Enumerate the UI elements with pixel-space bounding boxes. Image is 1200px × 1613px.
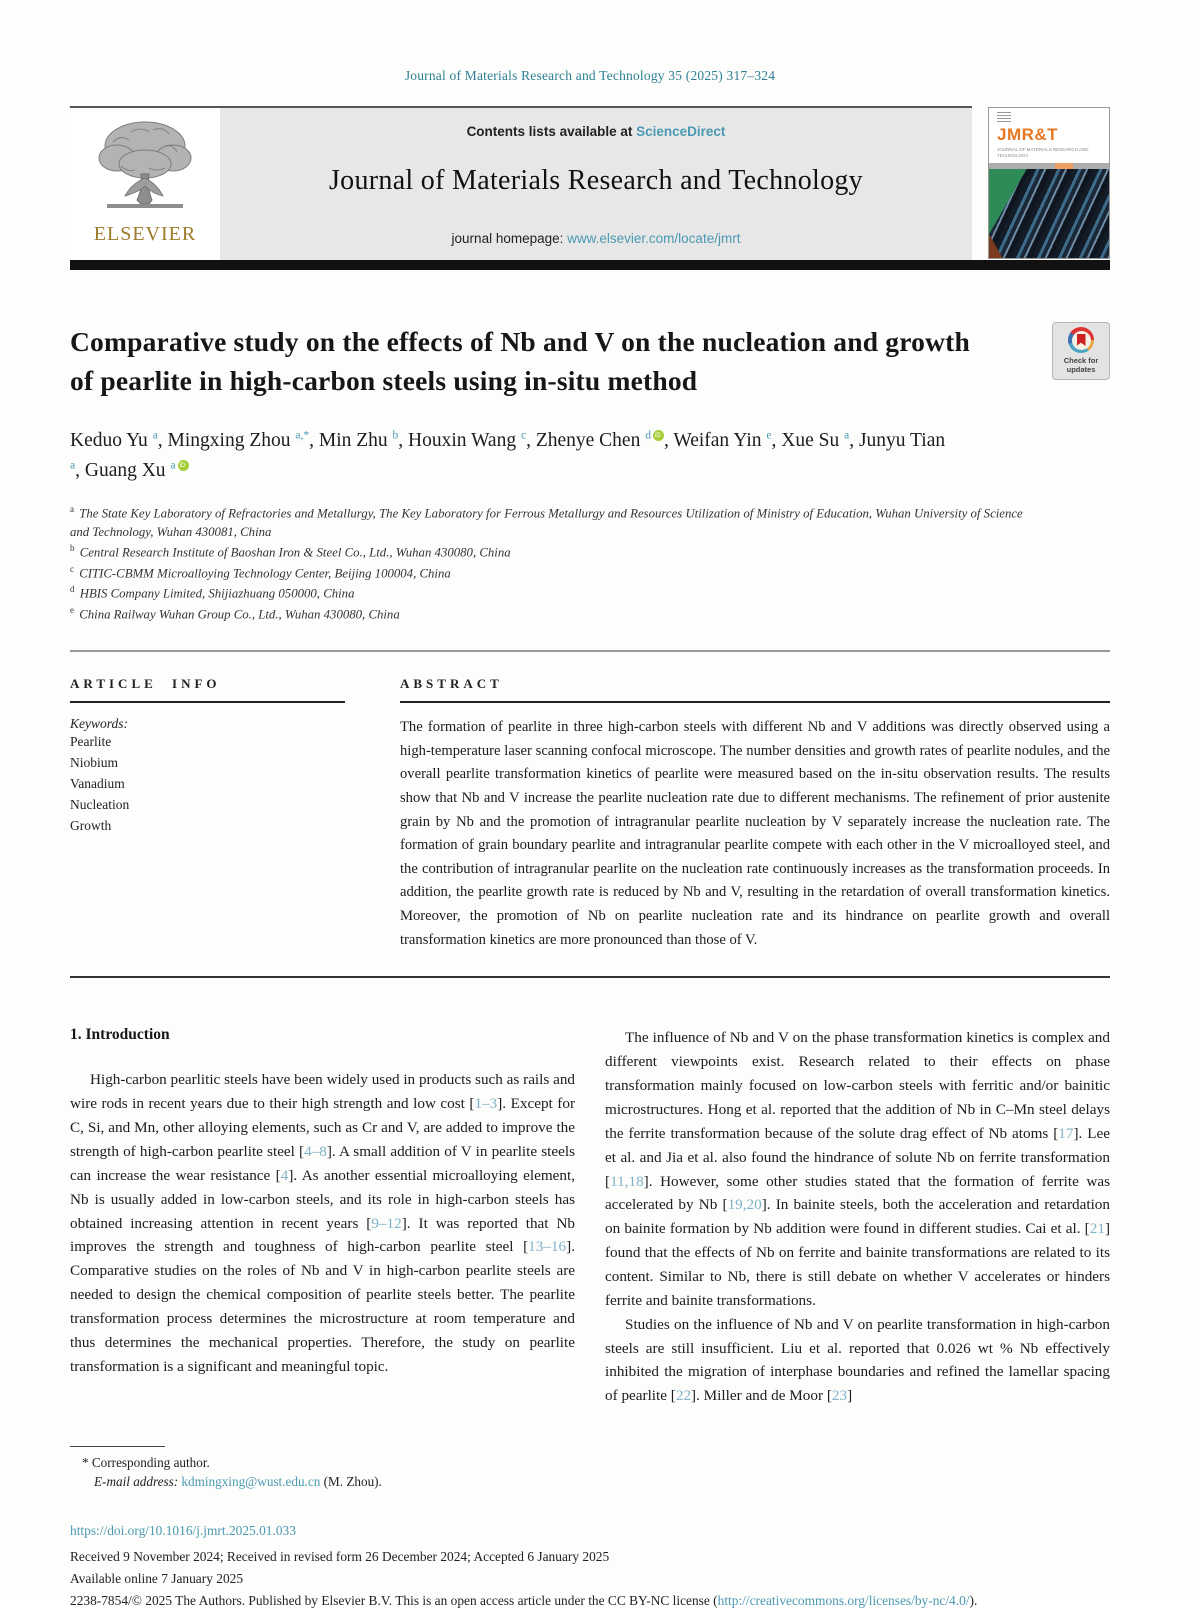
citation-link[interactable]: 1–3 bbox=[474, 1095, 498, 1113]
masthead-divider-bar bbox=[70, 260, 1110, 270]
sciencedirect-link[interactable]: ScienceDirect bbox=[636, 124, 726, 139]
abstract-text: The formation of pearlite in three high-carbon steels with different Nb and V additions was directly observed using a high-temperature laser scanning confocal microscope. The number densities and growth rates of pearlite nodules, and the overall pearlite transformation kinetics of pearlite were measured based on the in-situ observation results. The results show that Nb and V increase the pearlite nucleation rate due to different mechanisms. The refinement of prior austenite grain by Nb and the promotion of intragranular pearlite nucleation by V separately increase the nucleation rate. The formation of grain boundary pearlite and intragranular pearlite compete with each other in the V microalloyed steel, and the contribution of intragranular pearlite on the nucleation rate continuously increases as the transformation proceeds. In addition, the pearlite growth rate is reduced by Nb and V, resulting in the retardation of overall transformation kinetics. Moreover, the promotion of Nb on pearlite nucleation rate and its hindrance on pearlite growth and overall transformation kinetics are more pronounced than those of V. bbox=[400, 718, 1110, 948]
citation-link[interactable]: 13–16 bbox=[528, 1238, 567, 1256]
citation-link[interactable]: 9–12 bbox=[371, 1214, 402, 1232]
available-online-line: Available online 7 January 2025 bbox=[70, 1571, 244, 1587]
keywords-list bbox=[70, 732, 345, 837]
corresponding-email-link[interactable]: kdmingxing@wust.edu.cn bbox=[181, 1474, 321, 1490]
author-list: Keduo Yu $^a$, Mingxing Zhou $^{a,*}$, Min Zhu $^b$, Houxin Wang $^c$, Zhenye Chen $^d$ iD , Weifan Yin $^e$, Xue Su $^a$, Junyu Tian $^a$, Guang Xu $^a$iD bbox=[70, 426, 950, 486]
introduction-heading: 1. Introduction bbox=[70, 1026, 170, 1044]
corresponding-author-footnote bbox=[70, 1446, 1110, 1490]
crossmark-icon bbox=[1068, 327, 1094, 353]
affiliation-line: $^a$ The State Key Laboratory of Refractories and Metallurgy, The Key Laboratory for Ferrous Metallurgy and Resources Utilization of Ministry of Education, Wuhan University of Science and Technology, Wuhan 430081, China bbox=[70, 503, 1023, 539]
citation-link[interactable]: 4 bbox=[280, 1166, 289, 1184]
keyword-item: Pearlite bbox=[70, 733, 112, 749]
orcid-icon[interactable] bbox=[653, 430, 664, 441]
footnote-rule bbox=[70, 1446, 165, 1447]
abstract-column bbox=[400, 676, 1110, 952]
citation-link[interactable]: 19,20 bbox=[727, 1196, 762, 1214]
check-for-updates-label: Check for updates bbox=[1063, 356, 1099, 375]
citation-link[interactable]: 21 bbox=[1089, 1220, 1105, 1238]
journal-homepage-link[interactable]: www.elsevier.com/locate/jmrt bbox=[567, 231, 741, 246]
affiliation-line: $^b$ Central Research Institute of Baoshan Iron & Steel Co., Ltd., Wuhan 430080, China bbox=[70, 543, 511, 560]
author: Keduo Yu $^a$ bbox=[70, 429, 158, 452]
body-column-right bbox=[605, 1026, 1110, 1408]
citation-link[interactable]: 4–8 bbox=[304, 1142, 327, 1160]
cover-artwork-image bbox=[989, 169, 1109, 258]
keyword-item: Niobium bbox=[70, 754, 119, 770]
keyword-item: Growth bbox=[70, 817, 112, 833]
article-info-heading: ARTICLE INFO bbox=[70, 675, 221, 691]
keyword-item: Nucleation bbox=[70, 796, 130, 812]
author: Min Zhu $^b$ bbox=[318, 429, 399, 452]
author: Zhenye Chen $^d$ iD bbox=[536, 430, 664, 451]
section-divider-rule bbox=[70, 650, 1110, 652]
journal-cover-thumbnail bbox=[988, 107, 1110, 259]
cover-publisher-mark-icon bbox=[997, 112, 1011, 122]
journal-cover-header bbox=[989, 108, 1109, 163]
elsevier-logo-block bbox=[70, 106, 220, 260]
author: Xue Su $^a$ bbox=[781, 429, 850, 452]
check-for-updates-badge[interactable] bbox=[1052, 322, 1110, 380]
corresponding-author-line: * Corresponding author. bbox=[82, 1455, 210, 1471]
abstract-bottom-rule bbox=[70, 976, 1110, 978]
article-footer bbox=[70, 1520, 1110, 1612]
masthead-center-panel bbox=[220, 106, 972, 260]
article-info-rule bbox=[70, 701, 345, 703]
contents-list-line: Contents lists available at ScienceDirect bbox=[466, 124, 726, 139]
author: Junyu Tian $^a$ bbox=[70, 430, 946, 472]
citation-link[interactable]: 22 bbox=[675, 1387, 692, 1405]
intro-paragraph: High-carbon pearlitic steels have been widely used in products such as rails and wire rods in recent years due to their high strength and low cost [1–3]. Except for C, Si, and Mn, other alloying elements, such as Cr and V, are added to improve the strength of high-carbon pearlite steel [4–8]. A small addition of V in pearlite steels can increase the wear resistance [4]. As another essential microalloying element, Nb is usually added in low-carbon steels, and its role in high-carbon steels has obtained increasing attention in recent years [9–12]. It was reported that Nb improves the strength and toughness of high-carbon pearlite steel [13–16]. Comparative studies on the roles of Nb and V in high-carbon pearlite steels are needed to design the chemical composition of pearlite steels better. The pearlite transformation process determines the microstructure at room temperature and thus determines the mechanical properties. Therefore, the study on pearlite transformation is a significant and meaningful topic. bbox=[70, 1071, 576, 1375]
journal-homepage-line: journal homepage: www.elsevier.com/locate/jmrt bbox=[451, 231, 741, 246]
orcid-icon[interactable] bbox=[178, 460, 189, 471]
abstract-heading: ABSTRACT bbox=[400, 675, 503, 691]
email-label: E-mail address: bbox=[94, 1474, 179, 1490]
article-info-column bbox=[70, 676, 345, 952]
elsevier-wordmark: ELSEVIER bbox=[93, 223, 197, 245]
journal-masthead bbox=[70, 106, 1110, 260]
abstract-rule bbox=[400, 701, 1110, 703]
affiliation-line: $^d$ HBIS Company Limited, Shijiazhuang 050000, China bbox=[70, 584, 355, 601]
keyword-item: Vanadium bbox=[70, 775, 125, 791]
elsevier-tree-icon bbox=[91, 116, 199, 221]
cover-art-strip bbox=[989, 163, 1109, 169]
journal-reference-header: Journal of Materials Research and Technology 35 (2025) 317–324 bbox=[404, 68, 776, 83]
masthead-journal-title: Journal of Materials Research and Technology bbox=[328, 165, 863, 196]
citation-link[interactable]: 23 bbox=[831, 1387, 848, 1405]
intro-paragraph: The influence of Nb and V on the phase transformation kinetics is complex and different viewpoints exist. Research related to their effects on phase transformation mainly focused on low-carbon steels with ferritic and/or bainitic microstructures. Hong et al. reported that the addition of Nb in C–Mn steel delays the ferrite transformation because of the solute drag effect of Nb atoms [17]. Lee et al. and Jia et al. also found the hindrance of solute Nb on ferrite transformation [11,18]. However, some other studies stated that the formation of ferrite was accelerated by Nb [19,20]. In bainite steels, both the acceleration and retardation on bainite formation by Nb addition were found in different studies. Cai et al. [21] found that the effects of Nb on ferrite and bainite transformations are related to its content. Similar to Nb, there is still debate on whether V accelerates or hinders ferrite and bainite transformations. bbox=[605, 1029, 1110, 1309]
affiliation-line: $^c$ CITIC-CBMM Microalloying Technology Center, Beijing 100004, China bbox=[70, 563, 451, 580]
doi-link[interactable]: https://doi.org/10.1016/j.jmrt.2025.01.033 bbox=[70, 1523, 296, 1539]
citation-link[interactable]: 17 bbox=[1058, 1124, 1074, 1142]
email-line: E-mail address: kdmingxing@wust.edu.cn (M. Zhou). bbox=[94, 1474, 382, 1490]
copyright-line: 2238-7854/© 2025 The Authors. Published by Elsevier B.V. This is an open access article under the CC BY-NC license (http://creativecommons.org/licenses/by-nc/4.0/). bbox=[70, 1593, 978, 1609]
article-title: Comparative study on the effects of Nb and V on the nucleation and growth of pearlite in high-carbon steels using in-situ method bbox=[70, 326, 970, 397]
intro-paragraph: Studies on the influence of Nb and V on pearlite transformation in high-carbon steels are still insufficient. Liu et al. reported that 0.026 wt % Nb effectively inhibited the migration of interphase boundaries and refined the lamellar spacing of pearlite [22]. Miller and de Moor [23] bbox=[605, 1315, 1110, 1405]
author: Guang Xu $^a$iD bbox=[85, 460, 189, 481]
keywords-label: Keywords: bbox=[70, 715, 128, 731]
citation-link[interactable]: 11,18 bbox=[610, 1172, 644, 1190]
author: Mingxing Zhou $^{a,*}$ bbox=[167, 429, 310, 452]
cover-brand-jmrt: JMR&T bbox=[997, 125, 1059, 144]
received-dates-line: Received 9 November 2024; Received in revised form 26 December 2024; Accepted 6 January 2025 bbox=[70, 1549, 610, 1565]
body-column-left bbox=[70, 1026, 575, 1408]
affiliation-list bbox=[70, 503, 1030, 624]
author: Houxin Wang $^c$ bbox=[408, 429, 527, 452]
author: Weifan Yin $^e$ bbox=[673, 429, 772, 452]
affiliation-line: $^e$ China Railway Wuhan Group Co., Ltd., Wuhan 430080, China bbox=[70, 604, 400, 621]
cc-license-link[interactable]: http://creativecommons.org/licenses/by-nc/4.0/ bbox=[717, 1593, 970, 1609]
cover-subtitle: JOURNAL OF MATERIALS RESEARCH AND TECHNOLOGY bbox=[997, 147, 1089, 159]
